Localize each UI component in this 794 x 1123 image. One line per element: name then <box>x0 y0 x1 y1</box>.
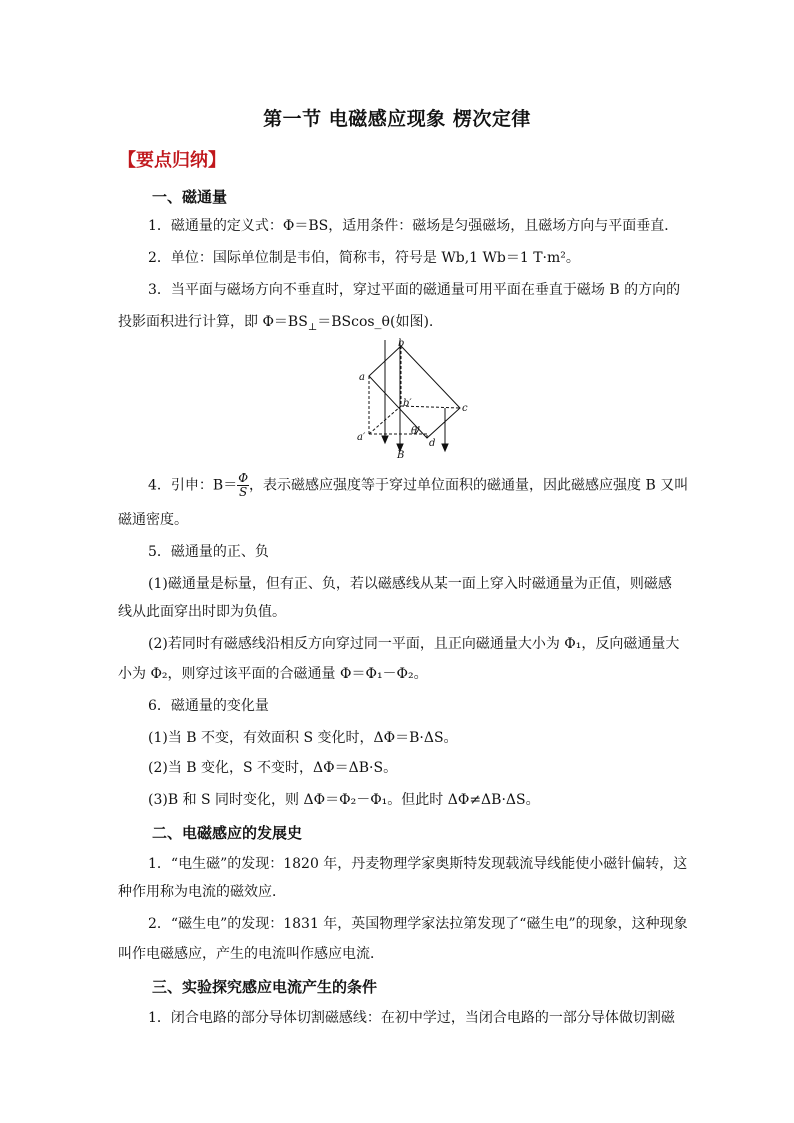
label-a-prime: a′ <box>357 432 366 443</box>
paragraph-4 <box>148 472 688 499</box>
paragraph-2: 2．单位：国际单位制是韦伯，简称韦，符号是 Wb,1 Wb＝1 T·m²。 <box>148 250 580 266</box>
label-theta: θ <box>411 426 418 437</box>
phi-over-s-fraction <box>237 472 249 499</box>
tilted-plane <box>369 346 460 438</box>
paragraph-6-2: (2)当 B 变化，S 不变时，ΔΦ＝ΔB·S。 <box>148 760 398 776</box>
paragraph-5-1-line-1: (1)磁通量是标量，但有正、负，若以磁感线从某一面上穿入时磁通量为正值，则磁感 <box>148 576 672 592</box>
label-c: c <box>462 403 468 414</box>
paragraph-5-1-line-2: 线从此面穿出时即为负值。 <box>118 604 286 620</box>
paragraph-6-1: (1)当 B 不变，有效面积 S 变化时，ΔΦ＝B·ΔS。 <box>148 730 458 746</box>
paragraph-3-line-1: 3．当平面与磁场方向不垂直时，穿过平面的磁通量可用平面在垂直于磁场 B 的方向的 <box>148 282 681 298</box>
paragraph-6-3: (3)B 和 S 同时变化，则 ΔΦ＝Φ₂－Φ₁。但此时 ΔΦ≠ΔB·ΔS。 <box>148 792 540 808</box>
arrow-head <box>382 436 388 443</box>
paragraph-5: 5．磁通量的正、负 <box>148 544 269 560</box>
paragraph-3-line-2 <box>118 314 433 336</box>
paragraph-4-line-2: 磁通密度。 <box>118 512 188 528</box>
paragraph-history-1-line-2: 种作用称为电流的磁效应． <box>118 884 286 900</box>
paragraph-5-2-line-1: (2)若同时有磁感线沿相反方向穿过同一平面，且正向磁通量大小为 Φ₁，反向磁通量大 <box>148 636 680 652</box>
fraction-denominator: S <box>239 485 248 499</box>
heading-experiment: 三、实验探究感应电流产生的条件 <box>152 978 378 996</box>
label-B: B <box>397 450 405 460</box>
arrow-head <box>442 444 448 451</box>
label-a: a <box>359 372 365 383</box>
p4-text-b: ，表示磁感应强度等于穿过单位面积的磁通量，因此磁感应强度 B 又叫 <box>249 477 689 494</box>
paragraph-experiment-1: 1．闭合电路的部分导体切割磁感线：在初中学过，当闭合电路的一部分导体做切割磁 <box>148 1010 675 1026</box>
flux-projection-figure <box>355 336 475 460</box>
paragraph-5-2-line-2: 小为 Φ₂，则穿过该平面的合磁通量 Φ＝Φ₁－Φ₂。 <box>118 666 428 682</box>
heading-magnetic-flux: 一、磁通量 <box>152 188 228 206</box>
label-b-prime: b′ <box>403 398 412 409</box>
label-b: b <box>398 338 405 349</box>
heading-history: 二、电磁感应的发展史 <box>152 824 303 842</box>
perp-subscript: ⊥ <box>307 321 318 333</box>
page-title: 第一节 电磁感应现象 楞次定律 <box>263 108 531 130</box>
section-tag: 【要点归纳】 <box>118 150 226 171</box>
paragraph-history-2-line-2: 叫作电磁感应，产生的电流叫作感应电流． <box>118 946 384 962</box>
paragraph-history-2-line-1: 2．“磁生电”的发现：1831 年，英国物理学家法拉第发现了“磁生电”的现象，这种现象 <box>148 916 688 932</box>
paragraph-history-1-line-1: 1．“电生磁”的发现：1820 年，丹麦物理学家奥斯特发现载流导线能使小磁针偏转，这 <box>148 856 688 872</box>
p3-text-b: ＝BScos_θ(如图). <box>317 314 434 330</box>
paragraph-6: 6．磁通量的变化量 <box>148 698 269 714</box>
paragraph-1: 1．磁通量的定义式：Φ＝BS，适用条件：磁场是匀强磁场，且磁场方向与平面垂直． <box>148 218 679 234</box>
p4-text-a: 4．引申：B＝ <box>148 477 238 494</box>
p3-text-a: 投影面积进行计算，即 Φ＝BS <box>118 314 308 330</box>
label-d: d <box>429 438 436 449</box>
fraction-numerator: Φ <box>238 471 249 485</box>
